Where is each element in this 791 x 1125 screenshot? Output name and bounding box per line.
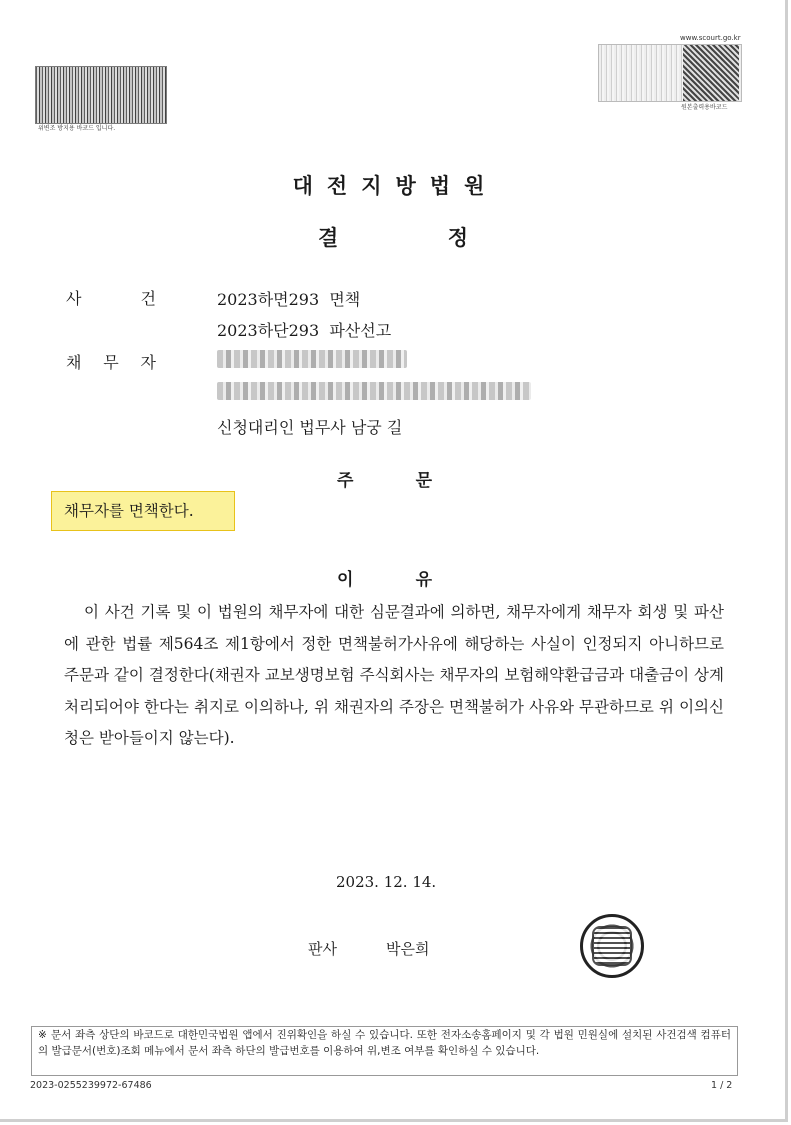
- document-title-char: 정: [447, 226, 468, 250]
- reason-heading-char: 유: [415, 570, 432, 590]
- court-url: www.scourt.go.kr: [680, 34, 741, 42]
- page-indicator: 1 / 2: [711, 1080, 733, 1091]
- redacted-debtor-name: [217, 350, 407, 368]
- anti-forgery-barcode: [35, 66, 167, 124]
- anti-forgery-barcode-caption: 위변조 방지용 바코드 입니다.: [38, 125, 116, 132]
- case-number-discharge: 2023하면293 면책: [217, 290, 361, 309]
- judge-name: 박은희: [386, 940, 430, 958]
- original-output-barcode-caption: 원본출력용바코드: [681, 104, 728, 111]
- judge-title: 판사: [308, 940, 337, 958]
- case-label-char: 사: [66, 289, 82, 308]
- order-heading: [337, 466, 432, 491]
- decision-date: 2023. 12. 14.: [336, 873, 437, 891]
- reason-text: 이 사건 기록 및 이 법원의 채무자에 대한 심문결과에 의하면, 채무자에게 채무자 회생 및 파산에 관한 법률 제564조 제1항에서 정한 면책불허가사유에 해당하는 사실이 인정되지 아니하므로 주문과 같이 결정한다(채권자 교보생명보험 주식회사는 채무자의 보험해약환급금과 대출금이 상계처리되어야 한다는 취지로 이의하나, 위 채권자의 주장은 면책불허가 사유와 무관하므로 위 이의신청은 받아들이지 않는다).: [64, 603, 724, 747]
- debtor-label-char: 채: [66, 353, 82, 372]
- court-name: 대전지방법원: [292, 174, 499, 198]
- debtor-agent: 신청대리인 법무사 남궁 길: [217, 418, 403, 437]
- judge-seal-stamp: [580, 914, 644, 978]
- debtor-label-char: 무: [103, 353, 119, 372]
- debtor-label: [66, 350, 156, 373]
- qr-code: [683, 45, 739, 101]
- verification-notice: ※ 문서 좌측 상단의 바코드로 대한민국법원 앱에서 진위확인을 하실 수 있습니다. 또한 전자소송홈페이지 및 각 법원 민원실에 설치된 사건검색 컴퓨터의 발급문서(번호)조회 메뉴에서 문서 좌측 하단의 발급번호를 이용하여 위,변조 여부를 확인하실 수 있습니다.: [31, 1026, 738, 1076]
- order-text-highlighted: 채무자를 면책한다.: [51, 491, 235, 531]
- debtor-label-char: 자: [140, 353, 156, 372]
- reason-heading-char: 이: [337, 570, 354, 590]
- seal-inner-mark: [592, 926, 632, 966]
- reason-heading: [337, 565, 432, 590]
- issue-number: 2023-0255239972-67486: [30, 1080, 152, 1091]
- document-title-char: 결: [318, 226, 339, 250]
- case-label: [66, 286, 156, 309]
- case-label-char: 건: [140, 289, 156, 308]
- order-heading-char: 주: [337, 471, 354, 491]
- document-title: [318, 222, 468, 252]
- redacted-debtor-address: [217, 382, 531, 400]
- order-heading-char: 문: [415, 471, 432, 491]
- case-number-bankruptcy: 2023하단293 파산선고: [217, 321, 392, 340]
